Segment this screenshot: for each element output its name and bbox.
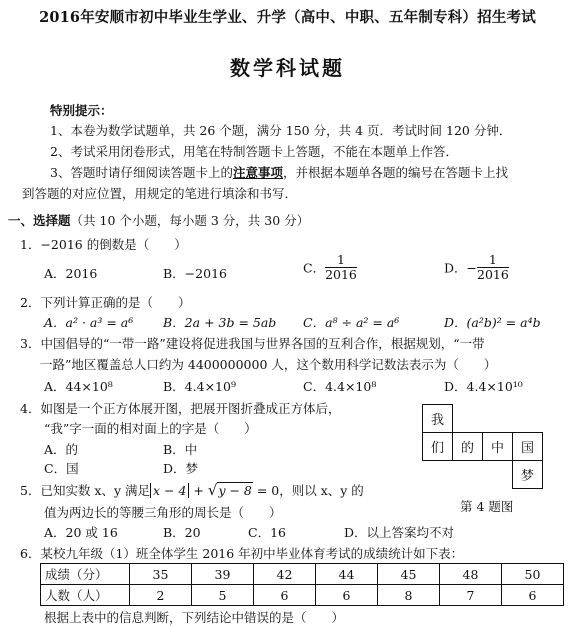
question-3-line-2: 一路”地区覆盖总人口约为 4400000000 人，这个数用科学记数法表示为（ ） xyxy=(40,357,497,372)
notice-item-3-text-b: ，并根据本题单各题的编号在答题卡上找 xyxy=(282,165,508,180)
table-cell: 39 xyxy=(192,564,254,585)
table-cell: 44 xyxy=(316,564,378,585)
net-face: 国 xyxy=(512,432,543,461)
notice-item-2: 2、考试采用闭卷形式，用笔在特制答题卡上答题，不能在本题单上作答． xyxy=(50,144,458,159)
q5-text-b: = 0，则以 x、y 的 xyxy=(252,483,364,498)
q5-text-a: 5．已知实数 x、y 满足 xyxy=(20,483,151,498)
table-cell: 6 xyxy=(502,585,564,606)
q1-option-c-label: C． xyxy=(303,260,326,276)
question-6-followup: 根据上表中的信息判断，下列结论中错误的是（ ） xyxy=(44,610,345,625)
table-cell: 48 xyxy=(440,564,502,585)
q5-plus: + xyxy=(189,483,208,498)
table-cell: 8 xyxy=(378,585,440,606)
table-cell: 2 xyxy=(130,585,192,606)
notice-item-3-cont: 到答题的对应位置，用规定的笔进行填涂和书写． xyxy=(22,186,298,201)
abs-value-expression: x − 4 xyxy=(150,483,189,498)
section-note: （共 10 个小题，每小题 3 分，共 30 分） xyxy=(70,213,310,228)
figure-caption: 第 4 题图 xyxy=(460,499,514,514)
table-cell: 6 xyxy=(316,585,378,606)
q1-option-d-fraction xyxy=(477,253,509,282)
notice-item-3-text: 3、答题时请仔细阅读答题卡上的 xyxy=(50,165,233,180)
page-title: 数学科试题 xyxy=(230,56,345,80)
notice-item-3 xyxy=(50,163,508,181)
q5-option-d: D．以上答案均不对 xyxy=(344,525,455,540)
q1-option-d-label: D．− xyxy=(444,260,477,276)
question-5-line-2: 值为两边长的等腰三角形的周长是（ ） xyxy=(44,505,282,520)
q4-option-a: A．的 xyxy=(44,442,79,457)
table-cell: 7 xyxy=(440,585,502,606)
question-4-line-1: 4．如图是一个正方体展开图，把展开图折叠成正方体后， xyxy=(20,401,341,416)
net-face: 中 xyxy=(482,432,513,461)
q1-option-c-fraction xyxy=(325,253,357,282)
q1-option-c xyxy=(303,253,357,282)
fraction-numerator: 1 xyxy=(325,253,357,268)
table-cell: 42 xyxy=(254,564,316,585)
q3-option-a: A．44×10⁸ xyxy=(44,379,113,394)
q5-option-b: B．20 xyxy=(163,525,201,540)
table-row-header: 成绩（分） xyxy=(41,564,130,585)
q2-option-d: D．(a²b)² = a⁴b xyxy=(444,315,541,330)
q3-option-d: D．4.4×10¹⁰ xyxy=(444,379,523,394)
q4-option-c: C．国 xyxy=(44,461,79,476)
fraction-denominator: 2016 xyxy=(477,267,509,282)
q2-option-a: A．a² · a³ = a⁶ xyxy=(44,315,134,330)
table-cell: 45 xyxy=(378,564,440,585)
table-row xyxy=(41,585,564,606)
q4-option-d: D．梦 xyxy=(163,461,199,476)
sqrt-expression: y − 8 xyxy=(218,483,252,498)
table-cell: 35 xyxy=(130,564,192,585)
q1-option-d xyxy=(444,253,509,282)
table-cell: 5 xyxy=(192,585,254,606)
section-label: 一、选择题 xyxy=(8,213,71,228)
notice-item-1: 1、本卷为数学试题单，共 26 个题，满分 150 分，共 4 页．考试时间 120 分钟． xyxy=(50,123,512,138)
table-cell: 6 xyxy=(254,585,316,606)
net-face: 们 xyxy=(422,432,453,461)
score-table xyxy=(40,563,564,606)
table-row xyxy=(41,564,564,585)
question-5-line-1 xyxy=(20,481,364,499)
q5-option-c: C．16 xyxy=(248,525,286,540)
q3-option-b: B．4.4×10⁹ xyxy=(163,379,236,394)
exam-header: 2016年安顺市初中毕业生学业、升学（高中、中职、五年制专科）招生考试 xyxy=(39,9,536,26)
q2-option-c: C．a⁸ ÷ a² = a⁶ xyxy=(303,315,400,330)
fraction-numerator: 1 xyxy=(477,253,509,268)
q5-option-a: A．20 或 16 xyxy=(44,525,118,540)
q4-option-b: B．中 xyxy=(163,442,198,457)
q1-option-a: A．2016 xyxy=(44,266,98,281)
question-3-line-1: 3．中国倡导的“一带一路”建设将促进我国与世界各国的互利合作，根据规划，“一带 xyxy=(20,336,485,351)
question-6-stem: 6．某校九年级（1）班全体学生 2016 年初中毕业体育考试的成绩统计如下表： xyxy=(20,546,464,561)
question-4-line-2: “我”字一面的相对面上的字是（ ） xyxy=(44,421,257,436)
notice-attention: 注意事项 xyxy=(232,165,283,180)
fraction-denominator: 2016 xyxy=(325,267,357,282)
question-1-stem: 1．−2016 的倒数是（ ） xyxy=(20,237,187,252)
table-cell: 50 xyxy=(502,564,564,585)
question-2-stem: 2．下列计算正确的是（ ） xyxy=(20,295,191,310)
net-face: 我 xyxy=(422,404,453,433)
table-row-header: 人数（人） xyxy=(41,585,130,606)
sqrt-symbol: √ xyxy=(207,481,218,499)
notice-heading: 特别提示： xyxy=(50,103,113,118)
net-face: 的 xyxy=(452,432,483,461)
q2-option-b: B．2a + 3b = 5ab xyxy=(163,315,277,330)
q1-option-b: B．−2016 xyxy=(163,266,227,281)
section-heading xyxy=(8,211,309,229)
net-face: 梦 xyxy=(512,460,543,489)
q3-option-c: C．4.4×10⁸ xyxy=(303,379,377,394)
